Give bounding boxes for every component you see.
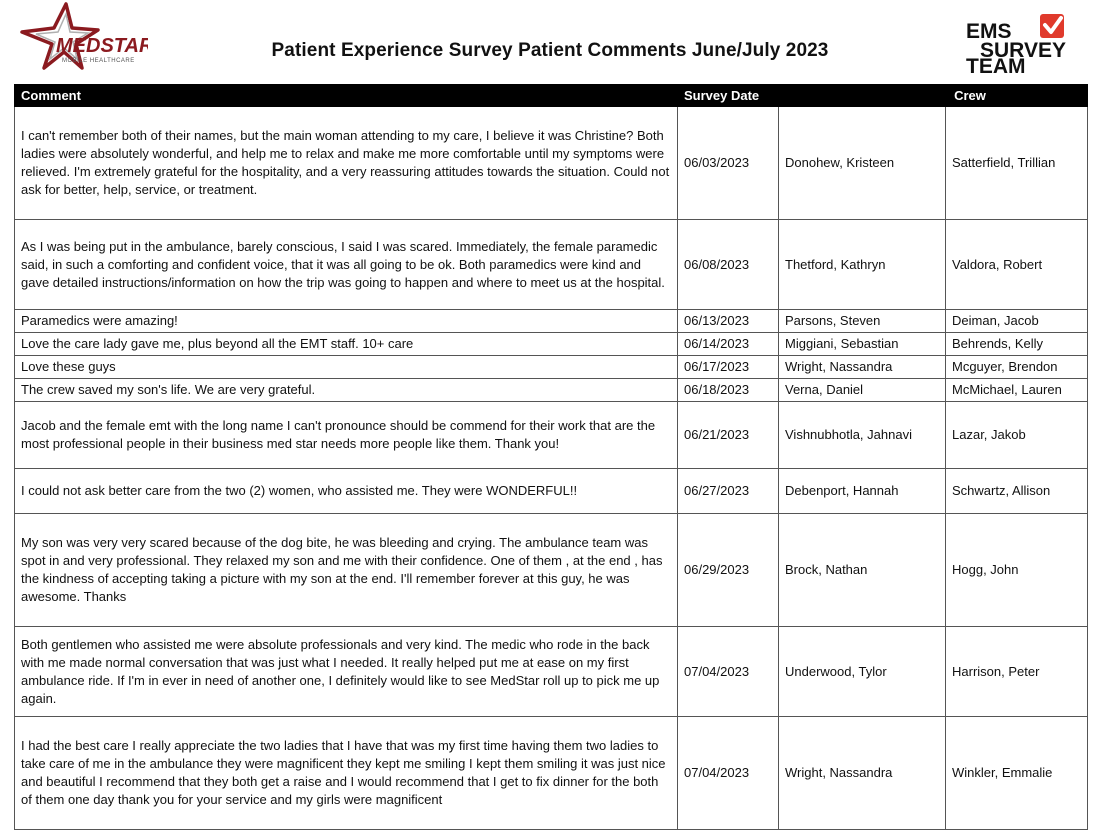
column-header-survey-date: Survey Date: [678, 85, 779, 107]
crew-member-1-cell: Donohew, Kristeen: [779, 107, 946, 220]
table-row: [15, 627, 1088, 717]
crew-member-1-cell: Underwood, Tylor: [779, 627, 946, 717]
crew-member-1-cell: Brock, Nathan: [779, 514, 946, 627]
crew-member-2-cell: Valdora, Robert: [946, 220, 1088, 310]
comment-cell: The crew saved my son's life. We are very grateful.: [15, 379, 678, 402]
crew-member-1-cell: Parsons, Steven: [779, 310, 946, 333]
table-row: [15, 333, 1088, 356]
table-row: [15, 356, 1088, 379]
checkmark-icon: [1040, 14, 1064, 38]
survey-date-cell: 06/03/2023: [678, 107, 779, 220]
crew-member-2-cell: Behrends, Kelly: [946, 333, 1088, 356]
comment-cell: I could not ask better care from the two (2) women, who assisted me. They were WONDERFUL!!: [15, 469, 678, 514]
survey-date-cell: 06/08/2023: [678, 220, 779, 310]
crew-member-2-cell: Satterfield, Trillian: [946, 107, 1088, 220]
column-header-crew: Crew: [779, 85, 1088, 107]
crew-member-2-cell: Lazar, Jakob: [946, 402, 1088, 469]
survey-date-cell: 07/04/2023: [678, 627, 779, 717]
logo-brand: MEDSTAR: [56, 35, 148, 57]
survey-date-cell: 06/17/2023: [678, 356, 779, 379]
comment-cell: Paramedics were amazing!: [15, 310, 678, 333]
table-row: [15, 469, 1088, 514]
comment-cell: My son was very very scared because of the dog bite, he was bleeding and crying. The ambulance team was spot in and very professional. They relaxed my son and me with their confidence. One of them , at the end , has the kindness of accepting taking a picture with my son at the end. I'll remember forever at this guy, he was awesome. Thanks: [15, 514, 678, 627]
table-row: [15, 107, 1088, 220]
table-header-row: [15, 85, 1088, 107]
survey-date-cell: 06/29/2023: [678, 514, 779, 627]
crew-member-2-cell: Hogg, John: [946, 514, 1088, 627]
crew-member-1-cell: Wright, Nassandra: [779, 356, 946, 379]
crew-member-2-cell: Deiman, Jacob: [946, 310, 1088, 333]
table-row: [15, 514, 1088, 627]
survey-date-cell: 06/27/2023: [678, 469, 779, 514]
survey-date-cell: 06/21/2023: [678, 402, 779, 469]
comment-cell: Jacob and the female emt with the long name I can't pronounce should be commend for their work that are the most professional people in their business med star needs more people like them. Thank you!: [15, 402, 678, 469]
crew-member-1-cell: Debenport, Hannah: [779, 469, 946, 514]
logo-tagline: MOBILE HEALTHCARE: [62, 58, 135, 64]
crew-member-2-cell: McMichael, Lauren: [946, 379, 1088, 402]
comment-cell: Love the care lady gave me, plus beyond all the EMT staff. 10+ care: [15, 333, 678, 356]
crew-member-2-cell: Winkler, Emmalie: [946, 717, 1088, 830]
comment-cell: As I was being put in the ambulance, barely conscious, I said I was scared. Immediately, the female paramedic said, in such a comforting and confident voice, that it was all going to be ok. Both paramedics were kind and gave detailed instructions/information on how the trip was going to happen and where to meet us at the hospital.: [15, 220, 678, 310]
comment-cell: Both gentlemen who assisted me were absolute professionals and very kind. The medic who rode in the back with me made normal conversation that was just what I needed. It really helped put me at ease on my first ambulance ride. If I'm in ever in need of another one, I definitely would like to see MedStar roll up to pick me up again.: [15, 627, 678, 717]
crew-member-2-cell: Harrison, Peter: [946, 627, 1088, 717]
table-row: [15, 717, 1088, 830]
comment-cell: I can't remember both of their names, but the main woman attending to my care, I believe it was Christine? Both ladies were absolutely wonderful, and help me to relax and make me more comfortable until my symptoms were relieved. I'm extremely grateful for the hospitality, and a very reassuring attitudes towards the situation. Could not ask for better, help, service, or treatment.: [15, 107, 678, 220]
page-title: Patient Experience Survey Patient Comments June/July 2023: [271, 40, 829, 61]
crew-member-1-cell: Vishnubhotla, Jahnavi: [779, 402, 946, 469]
table-row: [15, 310, 1088, 333]
comment-cell: I had the best care I really appreciate the two ladies that I have that was my first time having them two ladies to take care of me in the ambulance they were magnificent they kept me smiling I kept them smiling it was just nice and beautiful I recommend that they both get a raise and I would recommend that I get to fix dinner for the both of them one day thank you for your service and my girls were magnificent: [15, 717, 678, 830]
survey-date-cell: 06/14/2023: [678, 333, 779, 356]
table-row: [15, 379, 1088, 402]
crew-member-2-cell: Mcguyer, Brendon: [946, 356, 1088, 379]
table-row: [15, 402, 1088, 469]
column-header-comment: Comment: [15, 85, 678, 107]
crew-member-2-cell: Schwartz, Allison: [946, 469, 1088, 514]
comment-cell: Love these guys: [15, 356, 678, 379]
crew-member-1-cell: Thetford, Kathryn: [779, 220, 946, 310]
crew-member-1-cell: Wright, Nassandra: [779, 717, 946, 830]
survey-date-cell: 06/18/2023: [678, 379, 779, 402]
logo-line-survey: SURVEY: [980, 39, 1066, 62]
survey-date-cell: 06/13/2023: [678, 310, 779, 333]
logo-line-ems: EMS: [966, 20, 1012, 43]
logo-line-team: TEAM: [966, 55, 1026, 74]
survey-date-cell: 07/04/2023: [678, 717, 779, 830]
ems-survey-team-logo: [962, 10, 1088, 74]
crew-member-1-cell: Verna, Daniel: [779, 379, 946, 402]
crew-member-1-cell: Miggiani, Sebastian: [779, 333, 946, 356]
table-row: [15, 220, 1088, 310]
comments-table: [14, 84, 1088, 830]
